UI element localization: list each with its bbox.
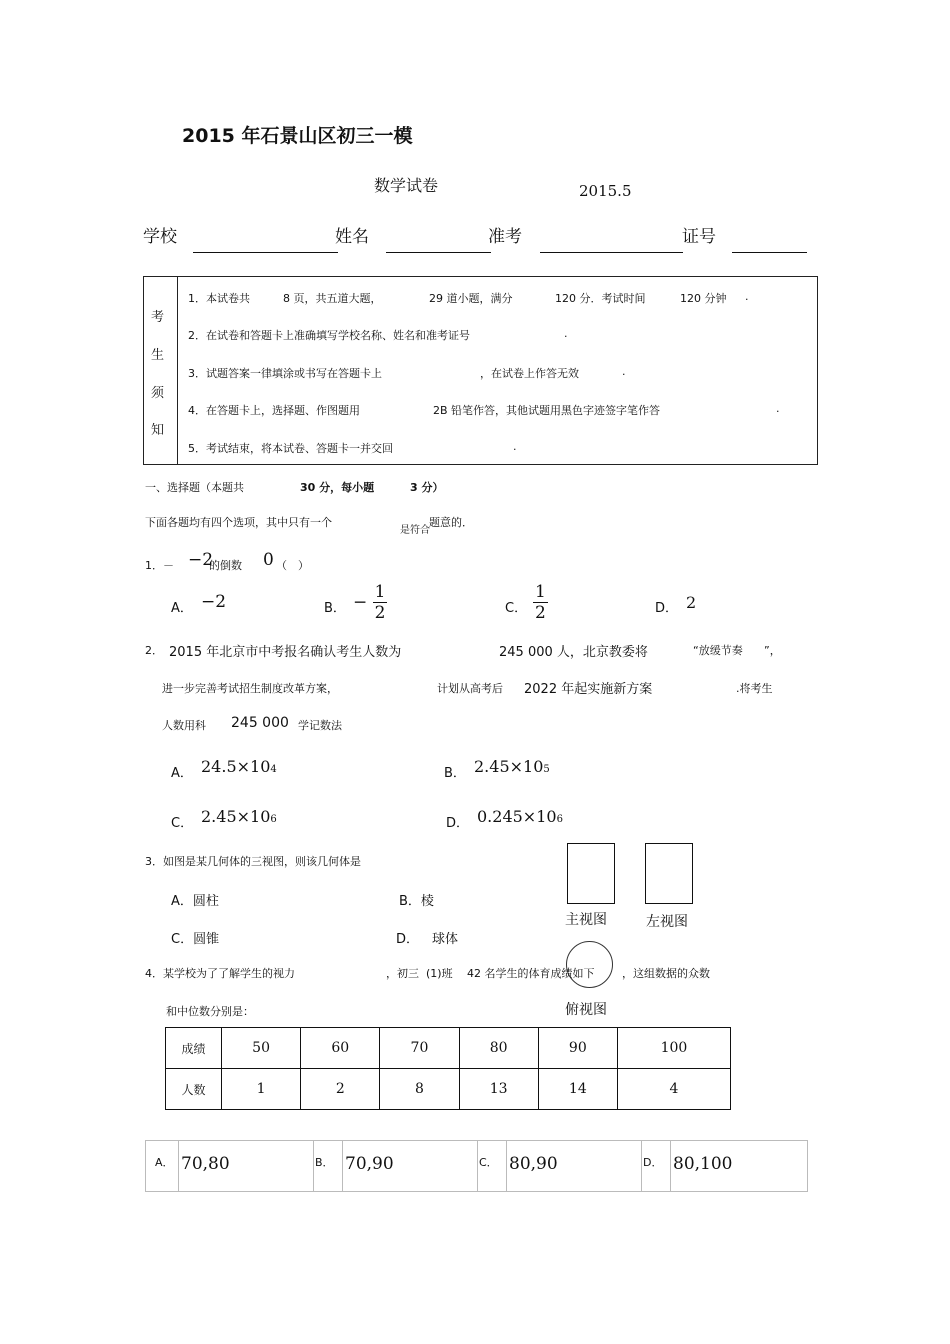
q4-options-divider <box>670 1141 671 1191</box>
q4-option-b-label[interactable]: B． <box>315 1156 334 1169</box>
q1-option-c-fraction <box>533 582 548 623</box>
exam-title: 2015 年石景山区初三一模 <box>182 125 413 147</box>
table-header-cell: 80 <box>459 1028 538 1069</box>
notice-side-label-3: 须 <box>151 386 165 401</box>
q1-option-b-numerator: 1 <box>374 582 386 602</box>
notice-line-4b: 2B 铅笔作答，其他试题用黑色字迹签字笔作答 <box>433 404 661 417</box>
q4-option-c-label[interactable]: C． <box>479 1156 498 1169</box>
notice-line-2a: 2．在试卷和答题卡上准确填写学校名称、姓名和准考证号 <box>188 329 470 342</box>
q1-option-b-label[interactable]: B． <box>324 601 346 616</box>
section-instruction-a: 下面各题均有四个选项，其中只有一个 <box>145 516 332 529</box>
q1-option-b-fraction <box>373 582 388 623</box>
notice-line-1d: 120 分．考试时间 <box>555 292 646 305</box>
q1-option-a-value: −2 <box>201 592 227 612</box>
q3-option-d-extra: 球体 <box>432 932 459 947</box>
q2-option-a-value <box>201 757 277 776</box>
q4-option-a-value: 70,80 <box>181 1154 230 1174</box>
q2-line1-b: 2015 年北京市中考报名确认考生人数为 <box>169 645 402 660</box>
notice-line-1f: . <box>745 290 749 303</box>
q4-stem-d: 42 名学生的体育成绩如下 <box>467 967 595 980</box>
notice-line-1c: 29 道小题，满分 <box>429 292 513 305</box>
q2-line1-a: 2． <box>145 644 163 657</box>
q4-stem-2: 和中位数分别是： <box>166 1005 254 1018</box>
notice-side-label-1: 考 <box>151 310 165 325</box>
notice-line-1e: 120 分钟 <box>680 292 727 305</box>
notice-line-1a: 1．本试卷共 <box>188 292 250 305</box>
q4-options-divider <box>178 1141 179 1191</box>
q4-option-a-label[interactable]: A． <box>155 1156 174 1169</box>
table-cell: 人数 <box>166 1069 222 1110</box>
q1-zero: 0 <box>263 550 274 570</box>
table-header-cell: 100 <box>617 1028 730 1069</box>
front-view-label: 主视图 <box>565 912 607 928</box>
q2-line2-c: 2022 年起实施新方案 <box>524 682 653 697</box>
q1-option-c-value <box>533 582 548 623</box>
q2-line3-b: 245 000 <box>231 715 289 731</box>
notice-line-5b: . <box>513 440 517 453</box>
table-cell: 1 <box>222 1069 301 1110</box>
q1-option-c-denominator: 2 <box>535 603 546 623</box>
table-cell: 13 <box>459 1069 538 1110</box>
table-header-cell: 60 <box>301 1028 380 1069</box>
q1-option-a-label[interactable]: A． <box>171 601 193 616</box>
table-cell: 2 <box>301 1069 380 1110</box>
q2-line1-e: ”， <box>764 644 781 657</box>
q2-option-a-base: 24.5×10 <box>201 757 271 776</box>
q4-options-divider <box>342 1141 343 1191</box>
q1-option-d-label[interactable]: D． <box>655 601 679 616</box>
section-heading-b: 30 分，每小题 <box>300 481 375 494</box>
q2-option-d-exp: 6 <box>556 814 563 825</box>
q2-line2-a: 进一步完善考试招生制度改革方案， <box>162 682 338 695</box>
section-heading-a: 一、选择题（本题共 <box>145 481 244 494</box>
q4-stem-a: 4．某学校为了了解学生的视力 <box>145 967 295 980</box>
field-name-label: 姓名 <box>335 227 369 247</box>
notice-line-3c: . <box>622 365 626 378</box>
field-exam-label: 准考 <box>488 227 522 247</box>
q3-option-b[interactable]: B．棱 <box>399 894 434 909</box>
q4-options-divider <box>477 1141 478 1191</box>
front-view-rectangle <box>567 843 615 904</box>
notice-side-label-4: 知 <box>151 423 165 438</box>
q4-options-divider <box>313 1141 314 1191</box>
field-school-label: 学校 <box>143 227 177 247</box>
q2-option-a-exp: 4 <box>270 764 277 775</box>
q1-option-b-sign: − <box>353 592 368 613</box>
q4-option-d-value: 80,100 <box>673 1154 733 1174</box>
q2-line3-c: 学记数法 <box>298 719 342 732</box>
q2-option-d-base: 0.245×10 <box>477 807 557 826</box>
q2-line2-b: 计划从高考后 <box>437 682 503 695</box>
q2-option-b-exp: 5 <box>543 764 550 775</box>
field-school-line[interactable] <box>193 252 338 253</box>
q2-option-c-label[interactable]: C． <box>171 816 194 831</box>
q2-line3-a: 人数用科 <box>162 719 206 732</box>
q2-line2-d: .将考生 <box>736 682 773 695</box>
section-heading-c: 3 分） <box>410 481 444 494</box>
q2-option-d-value <box>477 807 563 826</box>
q3-option-c[interactable]: C．圆锥 <box>171 932 220 947</box>
table-header-cell: 90 <box>538 1028 617 1069</box>
q2-option-d-label[interactable]: D． <box>446 816 470 831</box>
q1-option-c-label[interactable]: C． <box>505 601 528 616</box>
q1-prefix: 1．－ <box>145 559 174 572</box>
q1-neg2: −2 <box>188 550 214 570</box>
field-id-label: 证号 <box>682 227 716 247</box>
notice-line-2b: . <box>564 327 568 340</box>
side-view-label: 左视图 <box>646 914 688 930</box>
q2-line1-d: “放缓节奏 <box>693 644 743 657</box>
exam-date: 2015.5 <box>579 182 632 200</box>
q1-suffix: （ ） <box>276 559 309 572</box>
q3-stem: 3．如图是某几何体的三视图，则该几何体是 <box>145 855 361 868</box>
q4-option-c-value: 80,90 <box>509 1154 558 1174</box>
q4-option-b-value: 70,90 <box>345 1154 394 1174</box>
table-header-cell: 50 <box>222 1028 301 1069</box>
table-cell: 14 <box>538 1069 617 1110</box>
table-cell: 8 <box>380 1069 459 1110</box>
table-cell: 4 <box>617 1069 730 1110</box>
table-row <box>166 1069 731 1110</box>
q2-option-b-base: 2.45×10 <box>474 757 544 776</box>
q3-option-d[interactable]: D． <box>396 932 420 947</box>
q2-option-b-label[interactable]: B． <box>444 766 466 781</box>
q2-line1-c: 245 000 人，北京教委将 <box>499 645 648 660</box>
notice-line-4a: 4．在答题卡上，选择题、作图题用 <box>188 404 360 417</box>
q2-option-c-exp: 6 <box>270 814 277 825</box>
notice-line-4c: . <box>776 402 780 415</box>
q4-option-d-label[interactable]: D． <box>643 1156 663 1169</box>
notice-divider <box>177 277 178 464</box>
field-exam-line[interactable] <box>540 252 683 253</box>
top-view-label: 俯视图 <box>565 1002 607 1018</box>
exam-subtitle: 数学试卷 <box>374 176 439 195</box>
q1-option-b-denominator: 2 <box>374 603 386 623</box>
q1-mid: 的倒数 <box>209 559 242 572</box>
q4-stem-c: (1)班 <box>426 967 453 980</box>
q2-option-c-value <box>201 807 277 826</box>
q1-option-c-numerator: 1 <box>535 582 546 602</box>
table-header-cell: 成绩 <box>166 1028 222 1069</box>
notice-line-1b: 8 页，共五道大题， <box>283 292 382 305</box>
q2-option-c-base: 2.45×10 <box>201 807 271 826</box>
q4-stem-b: ，初三 <box>386 967 419 980</box>
q2-option-b-value <box>474 757 550 776</box>
q2-option-a-label[interactable]: A． <box>171 766 193 781</box>
q3-option-a[interactable]: A．圆柱 <box>171 894 219 909</box>
q4-stem-e: ，这组数据的众数 <box>622 967 710 980</box>
score-frequency-table <box>165 1027 731 1110</box>
section-instruction-b: 题意的． <box>429 516 473 529</box>
q4-options-divider <box>641 1141 642 1191</box>
side-view-rectangle <box>645 843 693 904</box>
notice-line-5a: 5．考试结束，将本试卷、答题卡一并交回 <box>188 442 393 455</box>
notice-line-3b: ，在试卷上作答无效 <box>480 367 579 380</box>
q4-options-divider <box>506 1141 507 1191</box>
field-name-line[interactable] <box>386 252 491 253</box>
notice-side-label-2: 生 <box>151 348 165 363</box>
table-header-cell: 70 <box>380 1028 459 1069</box>
table-row <box>166 1028 731 1069</box>
field-id-line[interactable] <box>732 252 807 253</box>
notice-line-3a: 3．试题答案一律填涂或书写在答题卡上 <box>188 367 382 380</box>
q1-option-d-value: 2 <box>686 593 697 612</box>
section-instruction-em: 是符合 <box>400 525 430 536</box>
q1-option-b-value <box>353 582 387 623</box>
